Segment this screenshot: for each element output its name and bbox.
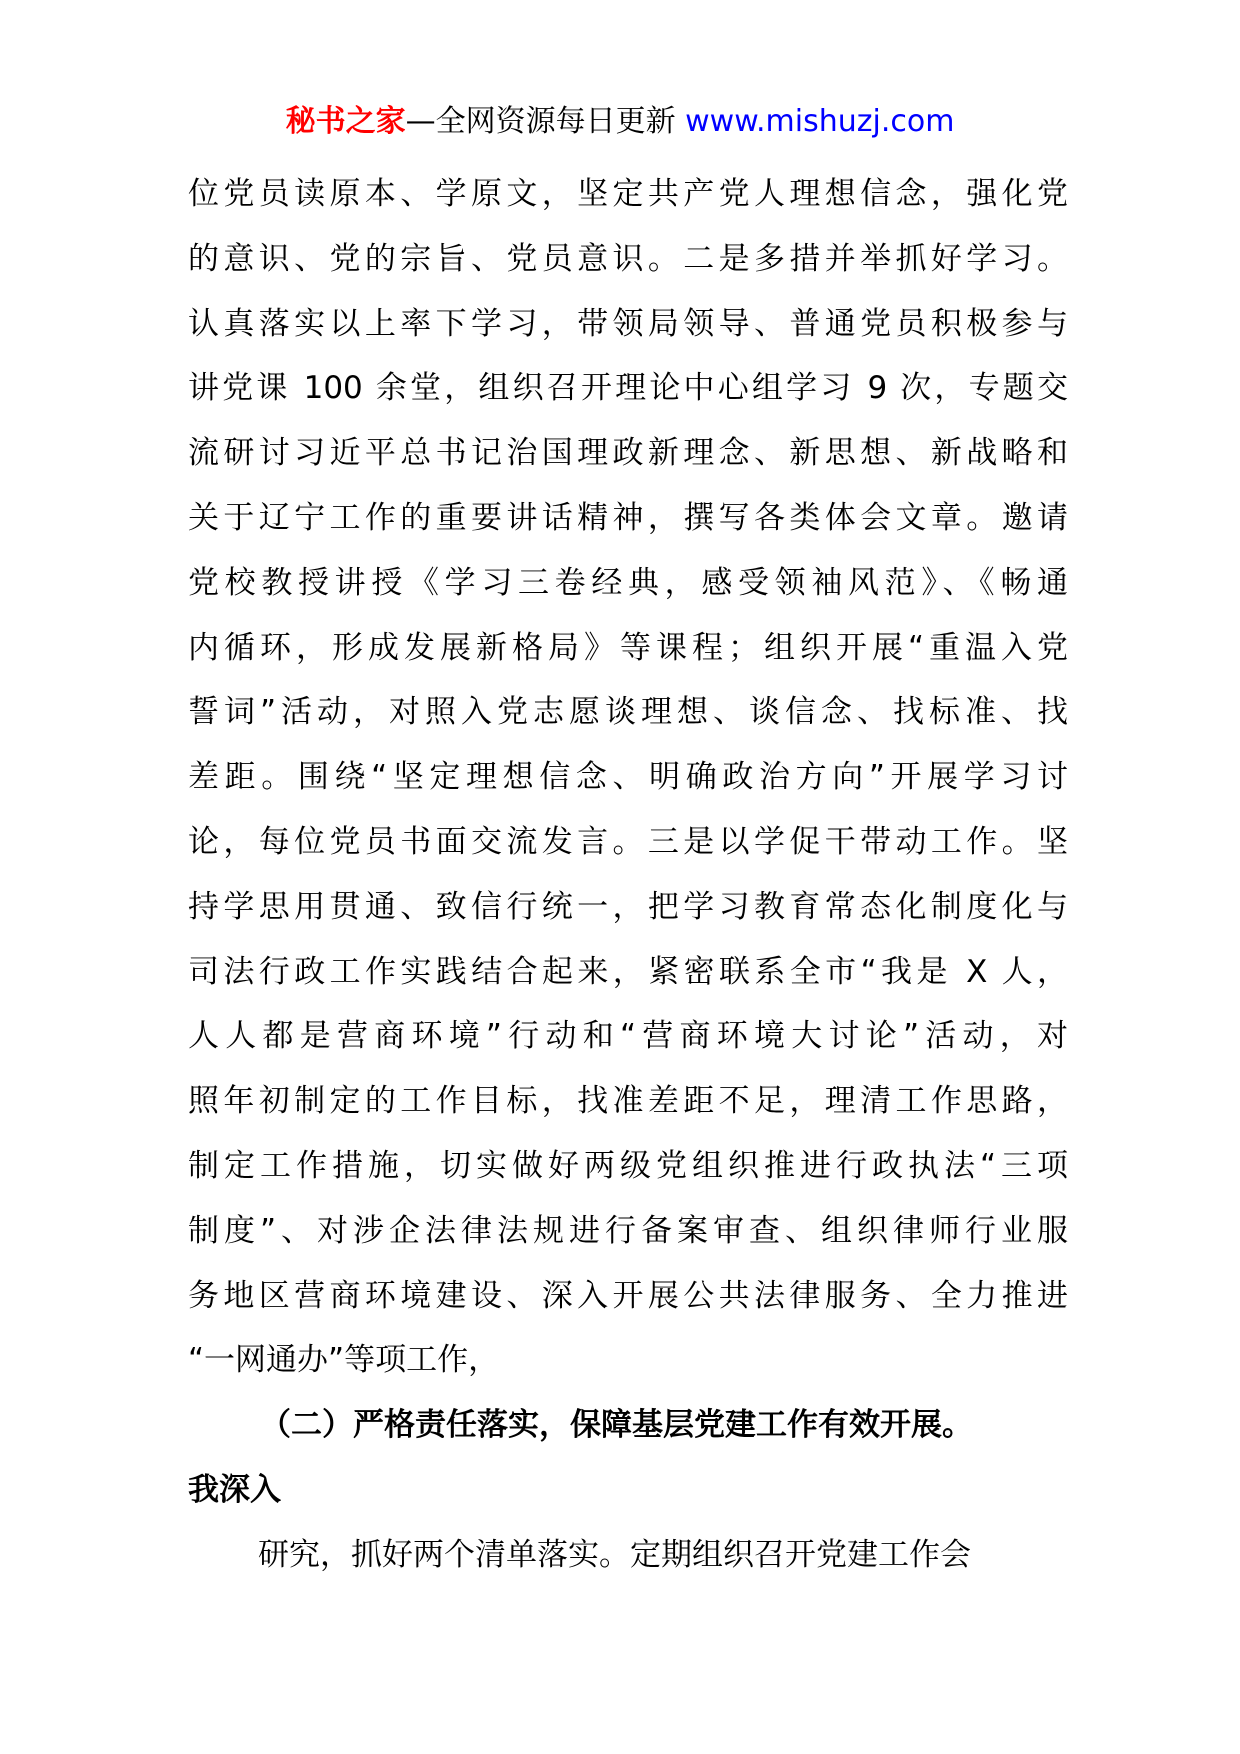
text-line: 认真落实以上率下学习，带领局领导、普通党员积极参与: [188, 305, 1068, 342]
page-header: [0, 100, 1240, 144]
text-line: 论，每位党员书面交流发言。三是以学促干带动工作。坚: [188, 823, 1068, 860]
text-line: 党校教授讲授《学习三卷经典，感受领袖风范》、《畅通: [188, 564, 1068, 601]
text-line: 照年初制定的工作目标，找准差距不足，理清工作思路，: [188, 1083, 1068, 1120]
text-line: 差距。围绕“坚定理想信念、明确政治方向”开展学习讨: [188, 759, 1068, 796]
text-line: 讲党课 100 余堂，组织召开理论中心组学习 9 次，专题交: [188, 370, 1068, 407]
text-line: 司法行政工作实践结合起来，紧密联系全市“我是 X 人，: [188, 953, 1068, 990]
text-line: 研究，抓好两个清单落实。定期组织召开党建工作会: [258, 1536, 971, 1573]
text-line: 制定工作措施，切实做好两级党组织推进行政执法“三项: [188, 1147, 1068, 1184]
text-line: 务地区营商环境建设、深入开展公共法律服务、全力推进: [188, 1277, 1068, 1314]
text-line: 持学思用贯通、致信行统一，把学习教育常态化制度化与: [188, 888, 1068, 925]
paragraph-1: [188, 162, 1068, 1393]
site-name: 秘书之家: [285, 104, 406, 139]
text-line: 流研讨习近平总书记治国理政新理念、新思想、新战略和: [188, 435, 1068, 472]
text-line: 人人都是营商环境”行动和“营商环境大讨论”活动，对: [188, 1018, 1068, 1055]
site-tagline: —全网资源每日更新: [405, 104, 686, 139]
text-line: 关于辽宁工作的重要讲话精神，撰写各类体会文章。邀请: [188, 499, 1068, 536]
text-line: 内循环，形成发展新格局》等课程；组织开展“重温入党: [188, 629, 1068, 666]
section-2: [188, 1393, 1068, 1587]
text-line: 制度”、对涉企法律法规进行备案审查、组织律师行业服: [188, 1212, 1068, 1249]
document-body: [188, 162, 1068, 1588]
site-url-link[interactable]: www.mishuzj.com: [685, 104, 955, 139]
text-line: 位党员读原本、学原文，坚定共产党人理想信念，强化党: [188, 176, 1068, 212]
section-heading-continued: 我深入: [188, 1471, 281, 1508]
text-line: 誓词”活动，对照入党志愿谈理想、谈信念、找标准、找: [188, 694, 1068, 731]
text-line: 的意识、党的宗旨、党员意识。二是多措并举抓好学习。: [188, 240, 1068, 277]
text-line: “一网通办”等项工作，: [188, 1342, 500, 1379]
section-heading: （二）严格责任落实，保障基层党建工作有效开展。: [260, 1407, 973, 1444]
